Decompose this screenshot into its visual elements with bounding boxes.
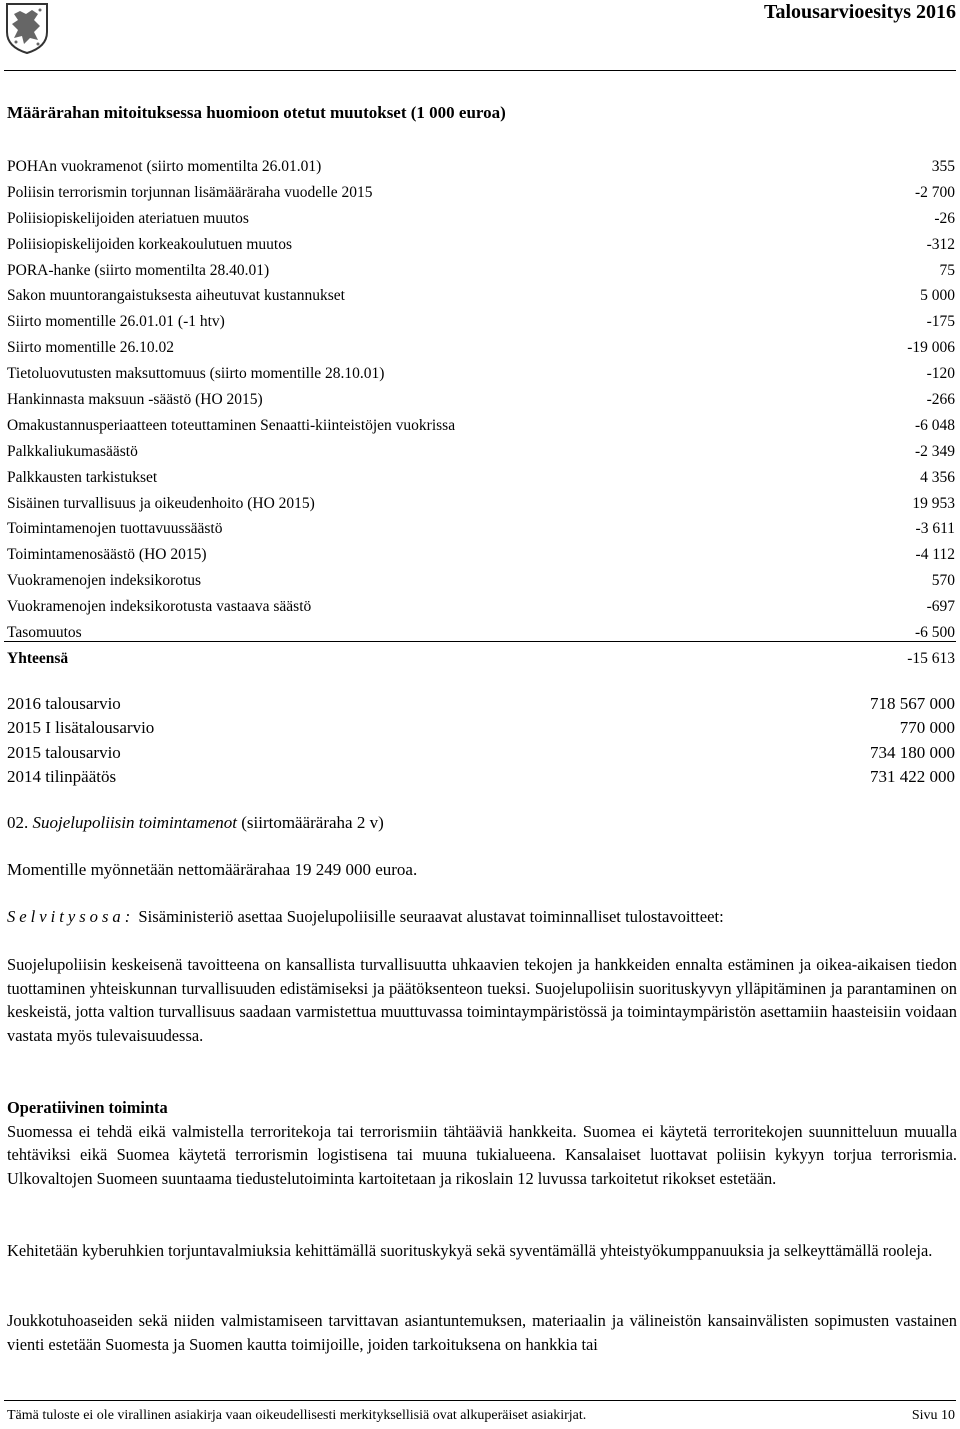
page-header [0,0,960,70]
table-row [7,154,955,180]
budget-row [7,765,955,789]
budget-row [7,741,955,765]
row-label: PORA-hanke (siirto momentilta 28.40.01) [7,261,270,279]
moment-appropriation-text: Momentille myönnetään nettomäärärahaa 19 249 000 euroa. [7,860,418,879]
row-value: -120 [926,365,955,383]
row-value: -175 [926,313,955,331]
paragraph-wmd: Joukkotuhoaseiden sekä niiden valmistamiseen tarvittavan asiantuntemuksen, materiaalin ja välineistön kansainvälisten sopimusten vastainen vienti estetään Suomesta ja Suomen kautta toimijoille, joiden tarkoituksena on hankkia tai [7,1311,957,1354]
row-value: -6 048 [914,416,955,434]
row-value: 355 [931,158,955,175]
table-row [7,594,955,620]
row-label: Palkkausten tarkistukset [7,468,158,486]
row-value: -6 500 [914,624,955,642]
operative-text: Suomessa ei tehdä eikä valmistella terroritekoja tai terrorismiin tähtääviä hankkeita. Suomea ei käytetä terroritekojen suunnitteluun muualla tehtäviksi eikä Suomea käytetä terrorismin logistisena tai muuna tukialueena. Kansalaiset luottavat poliisin kykyyn torjua terrorismia. Ulkovaltojen Suomeen suuntaama tiedustelutoiminta kartoitetaan ja rikoslain 12 luvussa tarkoitetut rikokset estetään. [7,1121,957,1188]
row-value: 5 000 [920,287,955,305]
total-value: -15 613 [907,649,955,667]
footer-divider [4,1400,956,1401]
table-row [7,542,955,568]
table-row [7,180,955,206]
row-label: Toimintamenosäästö (HO 2015) [7,546,207,564]
budget-summary [7,692,955,789]
budget-row [7,692,955,716]
table-row [7,387,955,413]
selvitys-label: Selvitysosa: [7,907,135,926]
row-label: Tasomuutos [7,624,82,642]
page-number: Sivu 10 [911,1408,955,1423]
row-label: Omakustannusperiaatteen toteuttaminen Senaatti-kiinteistöjen vuokrissa [7,416,456,434]
table-row [7,206,955,232]
row-label: Vuokramenojen indeksikorotusta vastaava säästö [7,598,312,616]
table-row [7,465,955,491]
budget-value: 718 567 000 [870,694,955,713]
row-value: -26 [934,209,955,227]
budget-label: 2015 I lisätalousarvio [7,718,155,738]
row-label: Sakon muuntorangaistuksesta aiheutuvat kustannukset [7,287,345,305]
moment-name: Suojelupoliisin toimintamenot [32,813,237,832]
row-value: -19 006 [907,339,955,357]
page-footer [7,1408,955,1424]
table-row [7,283,955,309]
operative-section [7,1096,957,1190]
table-row [7,491,955,517]
row-label: Toimintamenojen tuottavuussäästö [7,520,223,538]
row-label: Poliisiopiskelijoiden korkeakoulutuen muutos [7,235,293,253]
row-label: POHAn vuokramenot (siirto momentilta 26.01.01) [7,158,322,175]
table-row [7,516,955,542]
row-value: -3 611 [915,520,955,538]
budget-value: 731 422 000 [870,766,955,786]
row-value: -266 [926,391,955,409]
row-label: Sisäinen turvallisuus ja oikeudenhoito (HO 2015) [7,494,315,512]
row-label: Hankinnasta maksuun -säästö (HO 2015) [7,391,263,409]
table-row [7,309,955,335]
row-label: Vuokramenojen indeksikorotus [7,572,202,590]
row-label: Palkkaliukumasäästö [7,442,138,460]
selvitys-intro [7,905,957,929]
row-label: Poliisiopiskelijoiden ateriatuen muutos [7,209,249,227]
row-label: Poliisin terrorismin torjunnan lisämääräraha vuodelle 2015 [7,183,373,201]
row-value: 19 953 [912,494,955,512]
header-divider [4,70,956,71]
row-value: 75 [939,261,955,279]
moment-number: 02. [7,813,29,832]
table-row [7,620,955,646]
selvitys-text: Sisäministeriö asettaa Suojelupoliisille seuraavat alustavat toiminnalliset tulostavoitteet: [138,907,724,926]
row-value: -2 349 [914,442,955,460]
operative-heading: Operatiivinen toiminta [7,1098,168,1117]
row-label: Tietoluovutusten maksuttomuus (siirto momentille 28.10.01) [7,365,385,383]
budget-label: 2014 tilinpäätös [7,766,117,786]
row-value: 570 [931,572,955,590]
paragraph-cyber: Kehitetään kyberuhkien torjuntavalmiuksia kehittämällä suorituskykyä sekä syventämällä yhteistyökumppanuuksia ja selkeyttämällä rooleja. [7,1241,933,1260]
changes-table [7,154,955,672]
table-row [7,361,955,387]
paragraph-objectives: Suojelupoliisin keskeisenä tavoitteena on kansallista turvallisuutta uhkaavien tekojen ja hankkeiden ennalta estäminen ja oikea-aikaisen tiedon tuottaminen yhteiskunnan turvallisuuden edistämiseksi ja päätöksenteon tueksi. Suojelupoliisin suorituskyvyn ylläpitäminen ja parantaminen on keskeistä, jotta valtion turvallisuus saadaan varmistettua muuttuvassa toimintaympäristössä ja toimintaympäristön asettamiin haasteisiin voidaan vastata myös tulevaisuudessa. [7,955,957,1045]
budget-row [7,716,955,740]
row-value: -2 700 [914,183,955,201]
section-title: Määrärahan mitoituksessa huomioon otetut muutokset (1 000 euroa) [7,103,506,122]
total-row [7,646,955,672]
row-value: -4 112 [915,546,955,564]
budget-value: 734 180 000 [870,742,955,762]
finnish-lion-crest-icon [4,2,50,54]
table-row [7,335,955,361]
table-row [7,413,955,439]
table-row [7,232,955,258]
document-title: Talousarvioesitys 2016 [763,1,956,23]
row-value: -697 [926,598,955,616]
moment-type: (siirtomääräraha 2 v) [241,813,384,832]
row-label: Siirto momentille 26.01.01 (-1 htv) [7,313,225,331]
table-row [7,568,955,594]
row-label: Siirto momentille 26.10.02 [7,339,175,357]
footer-disclaimer: Tämä tuloste ei ole virallinen asiakirja vaan oikeudellisesti merkityksellisiä ovat alkuperäiset asiakirjat. [7,1408,587,1423]
table-row [7,258,955,284]
budget-value: 770 000 [899,718,955,738]
budget-label: 2015 talousarvio [7,742,121,762]
row-value: 4 356 [920,468,955,486]
total-divider [4,641,956,642]
table-row [7,439,955,465]
row-value: -312 [926,235,955,253]
total-label: Yhteensä [7,649,69,667]
moment-heading [7,813,384,833]
budget-label: 2016 talousarvio [7,694,121,713]
